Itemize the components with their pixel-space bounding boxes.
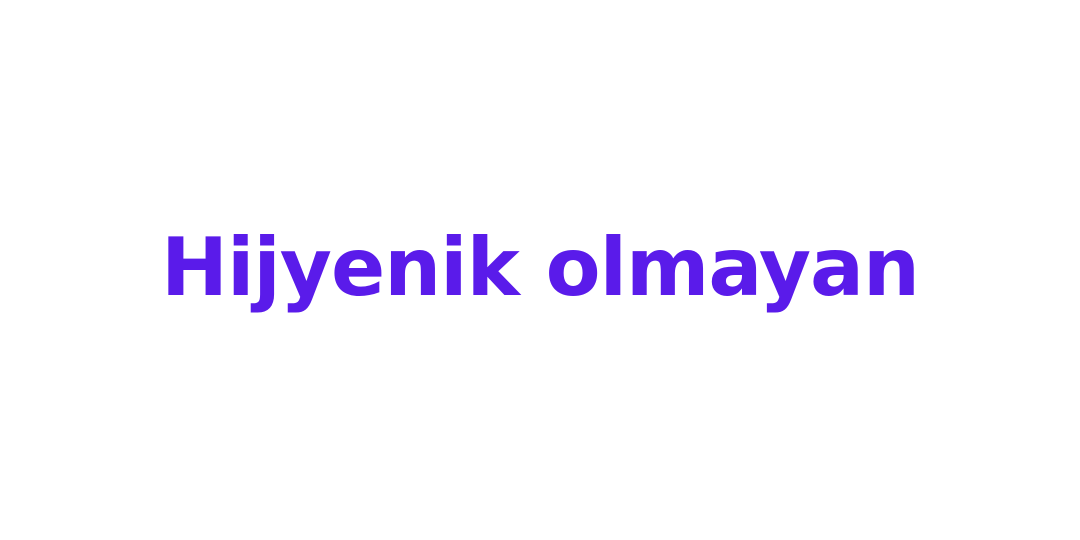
headline-text: Hijyenik olmayan	[161, 221, 919, 314]
